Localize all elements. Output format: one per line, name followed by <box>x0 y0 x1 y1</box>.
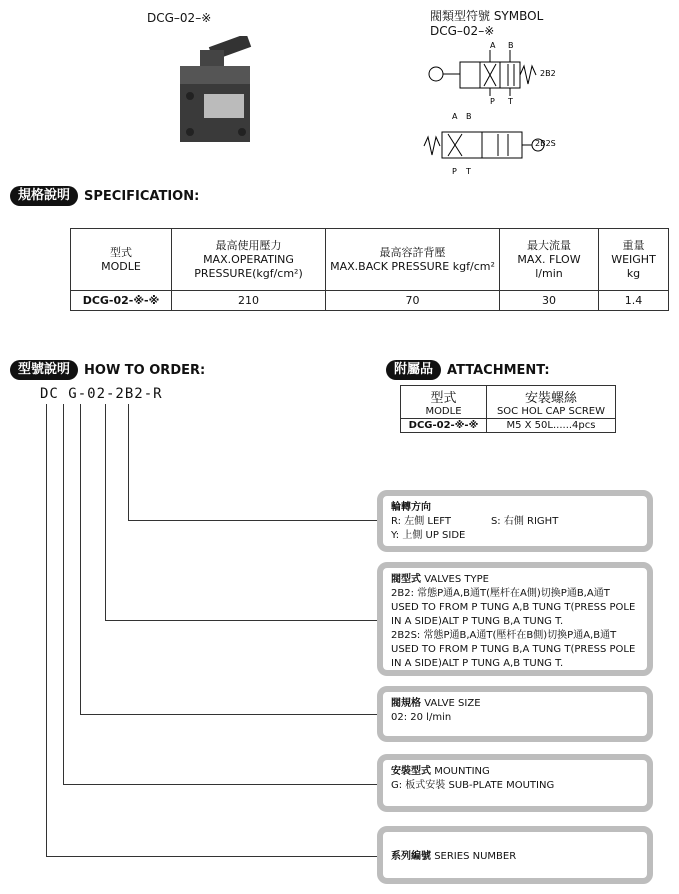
symbol-label-2b2: 2B2 <box>540 69 556 78</box>
spec-title: SPECIFICATION: <box>84 188 200 204</box>
leader-type <box>105 404 106 620</box>
leader-type-h <box>105 620 377 621</box>
symbol-label-2b2s: 2B2S <box>535 139 556 148</box>
spec-h2-zh: 最高使用壓力 <box>215 238 282 252</box>
leader-mount-h <box>63 784 377 785</box>
order-code: DC G-02-2B2-R <box>40 386 163 402</box>
spec-cell-back: 70 <box>326 291 500 311</box>
spec-cell-weight: 1.4 <box>599 291 669 311</box>
valve-type-box <box>377 562 653 676</box>
spec-cell-model: DCG-02-※-※ <box>71 291 172 311</box>
spec-cell-pressure: 210 <box>172 291 326 311</box>
order-title: HOW TO ORDER: <box>84 362 206 378</box>
rotation-box <box>377 490 653 552</box>
valve-type-title-zh: 閥型式 <box>391 574 421 585</box>
mounting-title-zh: 安裝型式 <box>391 766 431 777</box>
spec-table <box>70 228 669 311</box>
att-h2-zh: 安裝螺絲 <box>524 391 577 406</box>
leader-mount <box>63 404 64 784</box>
spec-h4-zh: 最大流量 <box>527 238 571 252</box>
series-title-zh: 系列編號 <box>391 851 431 862</box>
symbol-label-a: A <box>490 42 496 50</box>
rotation-y: Y: 上側 UP SIDE <box>391 530 466 541</box>
valve-type-2b2: 2B2: 常態P通A,B通T(壓杆在A側)切換P通B,A通T USED TO FROM P TUNG A,B TUNG T(PRESS POLE IN A SIDE)ALT P TUNG B,A TUNG T. <box>391 588 636 627</box>
spec-h3-en: MAX.BACK PRESSURE kgf/cm² <box>330 259 495 273</box>
attachment-pill: 附屬品 <box>386 360 441 380</box>
att-cell-screw: M5 X 50L......4pcs <box>486 419 615 433</box>
symbol-label-b2: B <box>466 112 472 121</box>
spec-cell-flow: 30 <box>500 291 599 311</box>
attachment-title: ATTACHMENT: <box>447 362 550 378</box>
symbol-label-t: T <box>508 97 513 106</box>
symbol-label-p2: P <box>452 167 457 176</box>
mounting-box <box>377 754 653 812</box>
valve-type-title-en: VALVES TYPE <box>424 574 489 585</box>
series-title-en: SERIES NUMBER <box>434 851 517 862</box>
spec-h4-en: MAX. FLOW l/min <box>517 252 581 280</box>
mounting-value: G: 板式安裝 SUB-PLATE MOUTING <box>391 780 555 791</box>
spec-h1-en: MODLE <box>101 259 141 273</box>
rotation-s: S: 右側 RIGHT <box>490 516 559 527</box>
att-cell-model: DCG-02-※-※ <box>401 419 487 433</box>
valve-type-2b2s: 2B2S: 常態P通B,A通T(壓杆在B側)切換P通A,B通T USED TO FROM P TUNG B,A TUNG T(PRESS POLE IN A SIDE)ALT P TUNG A,B TUNG T. <box>391 630 636 669</box>
leader-size <box>80 404 81 714</box>
spec-h5-zh: 重量 <box>622 238 645 252</box>
valve-symbol <box>420 42 580 177</box>
spec-pill: 規格說明 <box>10 186 78 206</box>
leader-size-h <box>80 714 377 715</box>
rotation-title: 輪轉方向 <box>391 502 431 513</box>
valve-photo <box>170 36 270 146</box>
series-box <box>377 826 653 884</box>
order-heading <box>10 360 205 380</box>
spec-row <box>71 291 669 311</box>
leader-r-h <box>128 520 377 521</box>
spec-h3-zh: 最高容許背壓 <box>379 245 446 259</box>
size-title-zh: 閥規格 <box>391 698 421 709</box>
spec-heading <box>10 186 199 206</box>
symbol-title-line2: DCG–02–※ <box>430 24 495 38</box>
order-pill: 型號說明 <box>10 360 78 380</box>
att-h2-en: SOC HOL CAP SCREW <box>496 406 605 417</box>
spec-h2-en: MAX.OPERATING PRESSURE(kgf/cm²) <box>194 252 303 280</box>
att-h1-en: MODLE <box>425 406 462 417</box>
symbol-label-t2: T <box>466 167 471 176</box>
leader-r <box>128 404 129 520</box>
rotation-r: R: 左側 LEFT <box>391 516 451 527</box>
att-h1-zh: 型式 <box>430 391 457 406</box>
attachment-table <box>400 385 616 433</box>
size-title-en: VALVE SIZE <box>424 698 481 709</box>
leader-series <box>46 404 47 856</box>
symbol-label-b: B <box>508 42 514 50</box>
spec-h5-en: WEIGHT kg <box>611 252 656 280</box>
attachment-heading <box>386 360 550 380</box>
size-value: 02: 20 l/min <box>391 712 452 723</box>
model-title: DCG–02–※ <box>147 11 212 25</box>
valve-size-box <box>377 686 653 742</box>
symbol-title <box>430 9 543 39</box>
symbol-label-p: P <box>490 97 495 106</box>
spec-h1-zh: 型式 <box>110 245 132 259</box>
symbol-label-a2: A <box>452 112 458 121</box>
leader-series-h <box>46 856 377 857</box>
mounting-title-en: MOUNTING <box>434 766 490 777</box>
symbol-title-line1: 閥類型符號 SYMBOL <box>430 9 544 23</box>
